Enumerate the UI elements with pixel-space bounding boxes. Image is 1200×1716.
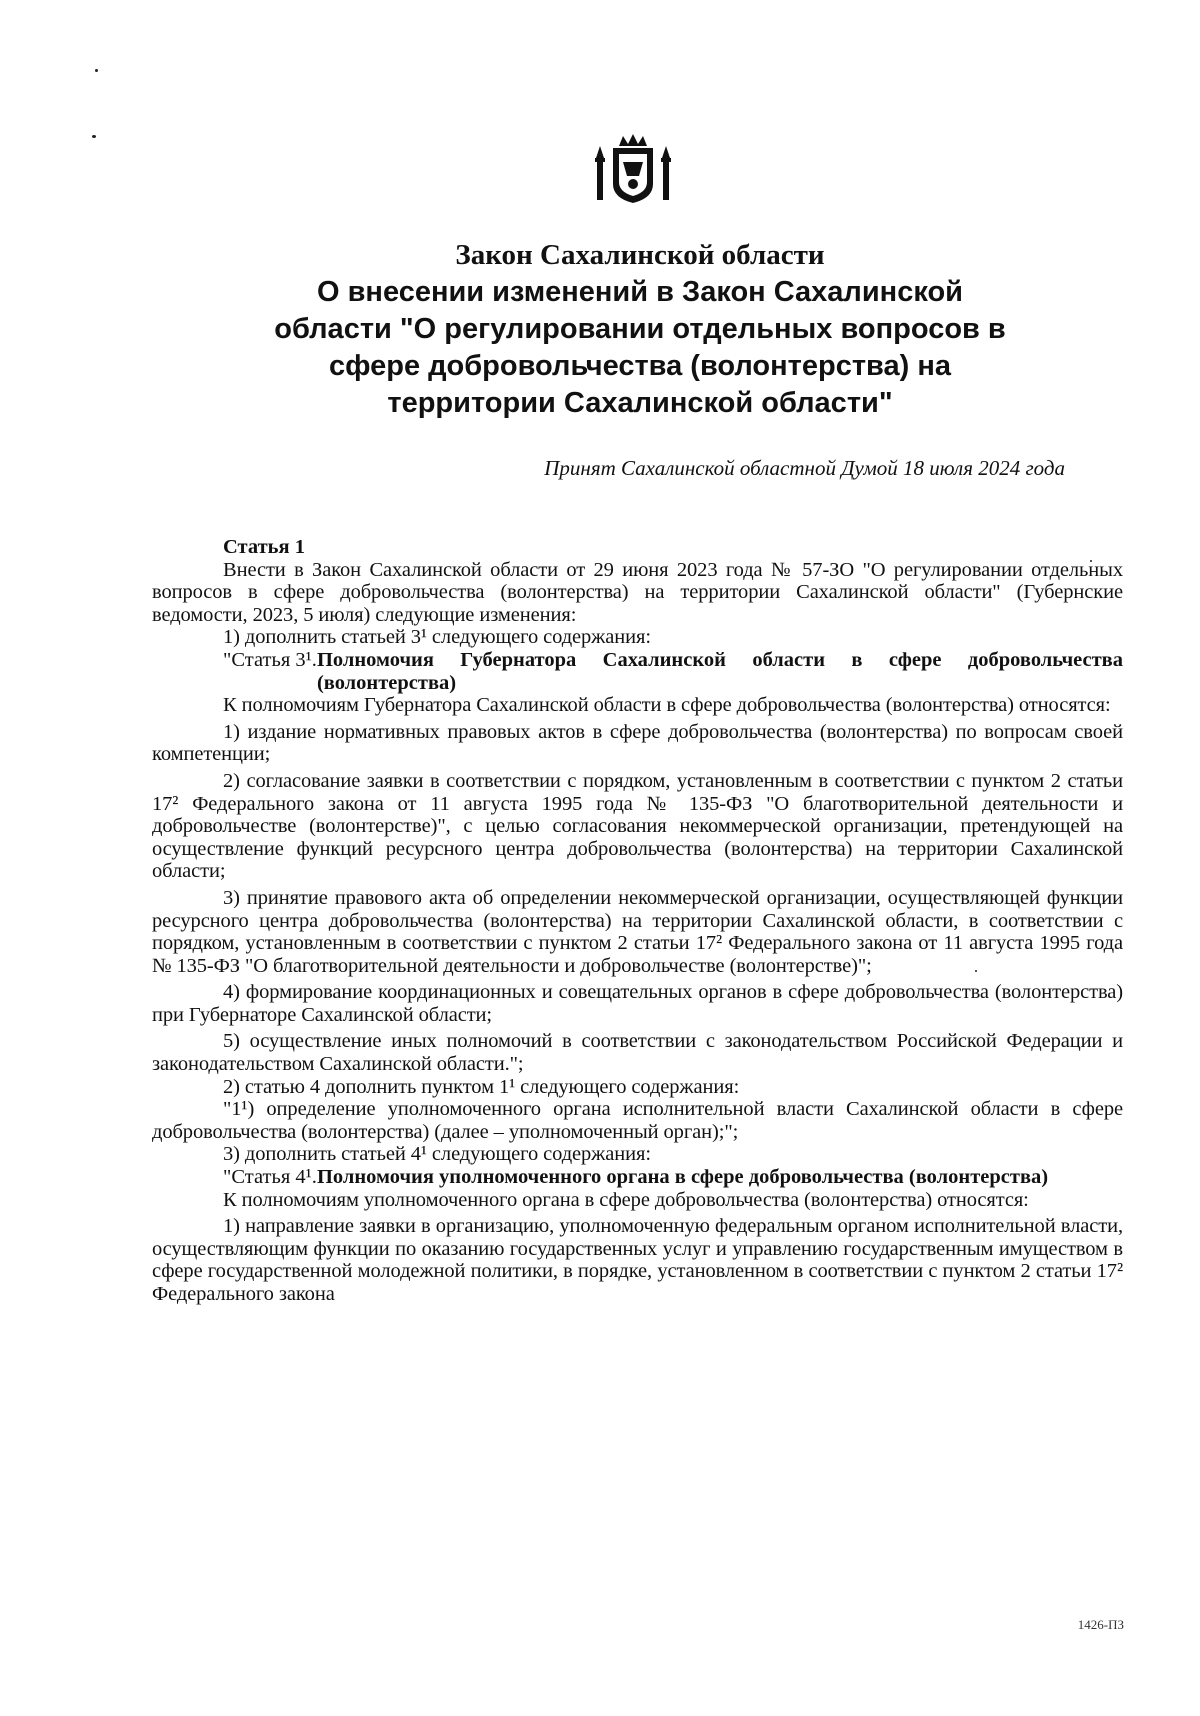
document-body [152,536,1123,1306]
list-item: 2) согласование заявки в соответствии с порядком, установленным в соответствии с пунктом 2 статьи 17² Федерального закона от 11 августа 1995 года № 135-ФЗ "О благотворительной деятельности и добровольчестве (волонтерстве)", с целью согласования некоммерческой организации, претендующей на осуществление функций ресурсного центра добровольчества (волонтерства) на территории Сахалинской области; [152,769,1123,883]
amendment-item: 2) статью 4 дополнить пунктом 1¹ следующего содержания: [223,1075,740,1098]
coat-of-arms-icon [593,132,673,204]
title-block [160,238,1120,422]
inserted-article-name: Полномочия уполномоченного органа в сфере добровольчества (волонтерства) [316,1166,1049,1189]
list-item: 3) принятие правового акта об определении некоммерческой организации, осуществляющей функции ресурсного центра добровольчества (волонтерства) на территории Сахалинской области, в соответствии с порядком, установленным в соответствии с пунктом 2 статьи 17² Федерального закона от 11 августа 1995 года № 135-ФЗ "О благотворительной деятельности и добровольчестве (волонтерстве)"; [152,886,1123,977]
inserted-article-number: "Статья 4¹. [223,1166,317,1189]
law-subject-line: О внесении изменений в Закон Сахалинской [316,276,963,308]
inserted-article-number: "Статья 3¹. [223,648,317,671]
amendment-item: 1) дополнить статьей 3¹ следующего содержания: [223,626,651,649]
list-item: 1) направление заявки в организацию, уполномоченную федеральным органом исполнительной власти, осуществляющим функции по оказанию государственных услуг и управлению государственным имуществом в сфере государственной молодежной политики, в порядке, установленном в соответствии с пунктом 2 статьи 17² Федерального закона [152,1215,1123,1305]
scan-speck [92,135,96,138]
law-subject [160,274,1120,422]
paragraph: "1¹) определение уполномоченного органа исполнительной власти Сахалинской области в сфере добровольчества (волонтерства) (далее – уполномоченный орган);"; [152,1098,1123,1143]
law-title: Закон Сахалинской области [455,239,825,271]
inserted-article-name: Полномочия Губернатора Сахалинской области в сфере добровольчества (волонтерства) [316,648,1123,694]
list-item: 4) формирование координационных и совещательных органов в сфере добровольчества (волонтерства) при Губернаторе Сахалинской области; [152,981,1123,1026]
adoption-note: Принят Сахалинской областной Думой 18 июля 2024 года [544,456,1065,480]
paragraph: К полномочиям уполномоченного органа в сфере добровольчества (волонтерства) относятся: [223,1188,1029,1211]
paragraph: К полномочиям Губернатора Сахалинской области в сфере добровольчества (волонтерства) относятся: [223,694,1111,717]
law-subject-line: территории Сахалинской области" [387,387,893,419]
article-intro: Внести в Закон Сахалинской области от 29 июня 2023 года № 57-ЗО "О регулировании отдельных вопросов в сфере добровольчества (волонтерства) на территории Сахалинской области" (Губернские ведомости, 2023, 5 июля) следующие изменения: [152,558,1123,626]
inserted-article-title [152,649,1123,694]
list-item: 1) издание нормативных правовых актов в сфере добровольчества (волонтерства) по вопросам своей компетенции; [152,720,1123,766]
law-subject-line: сфере добровольчества (волонтерства) на [329,350,951,382]
law-subject-line: области "О регулировании отдельных вопросов в [274,313,1006,345]
inserted-article-title [152,1166,1123,1189]
list-item: 5) осуществление иных полномочий в соответствии с законодательством Российской Федерации и законодательством Сахалинской области."; [152,1030,1123,1076]
amendment-item: 3) дополнить статьей 4¹ следующего содержания: [223,1143,651,1166]
scan-speck [95,69,98,72]
document-code: 1426-ПЗ [1077,1617,1124,1632]
article-heading: Статья 1 [223,536,305,558]
